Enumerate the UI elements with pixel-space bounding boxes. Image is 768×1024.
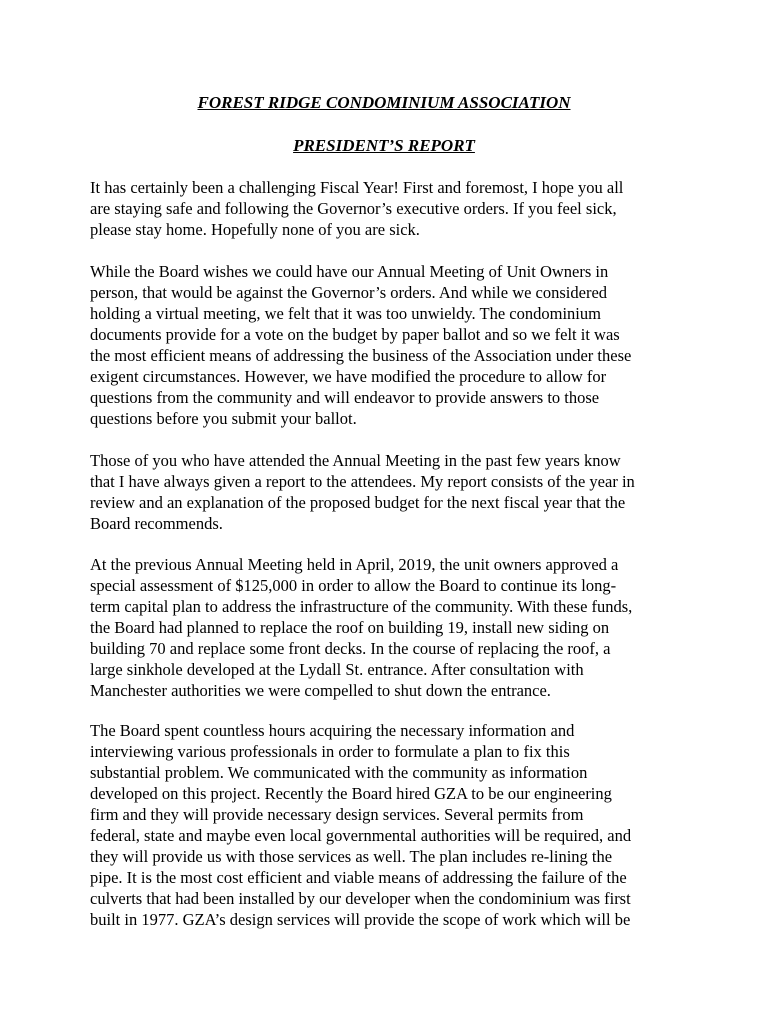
text-line: person, that would be against the Governor’s orders. And while we considered xyxy=(90,283,608,302)
text-line: holding a virtual meeting, we felt that it was too unwieldy. The condominium xyxy=(90,304,601,323)
paragraph-5 xyxy=(90,720,690,930)
text-line: they will provide us with those services as well. The plan includes re-lining the xyxy=(90,847,613,866)
text-line: large sinkhole developed at the Lydall St. entrance. After consultation with xyxy=(90,660,584,679)
paragraph-3 xyxy=(90,450,690,534)
text-line: Board recommends. xyxy=(90,514,223,533)
document-title: FOREST RIDGE CONDOMINIUM ASSOCIATION xyxy=(197,93,571,112)
text-line: are staying safe and following the Governor’s executive orders. If you feel sick, xyxy=(90,199,617,218)
text-line: While the Board wishes we could have our Annual Meeting of Unit Owners in xyxy=(90,262,609,281)
paragraph-1 xyxy=(90,177,690,240)
text-line: At the previous Annual Meeting held in April, 2019, the unit owners approved a xyxy=(90,555,619,574)
text-line: pipe. It is the most cost efficient and viable means of addressing the failure of the xyxy=(90,868,627,887)
text-line: built in 1977. GZA’s design services will provide the scope of work which will be xyxy=(90,910,631,929)
text-line: The Board spent countless hours acquiring the necessary information and xyxy=(90,721,575,740)
text-line: term capital plan to address the infrastructure of the community. With these funds, xyxy=(90,597,633,616)
text-line: questions before you submit your ballot. xyxy=(90,409,357,428)
document-subtitle: PRESIDENT’S REPORT xyxy=(293,136,475,155)
text-line: It has certainly been a challenging Fiscal Year! First and foremost, I hope you all xyxy=(90,178,624,197)
text-line: developed on this project. Recently the Board hired GZA to be our engineering xyxy=(90,784,612,803)
text-line: culverts that had been installed by our developer when the condominium was first xyxy=(90,889,631,908)
text-line: exigent circumstances. However, we have modified the procedure to allow for xyxy=(90,367,607,386)
text-line: the most efficient means of addressing the business of the Association under these xyxy=(90,346,632,365)
text-line: Those of you who have attended the Annual Meeting in the past few years know xyxy=(90,451,621,470)
text-line: the Board had planned to replace the roof on building 19, install new siding on xyxy=(90,618,610,637)
text-line: substantial problem. We communicated with the community as information xyxy=(90,763,588,782)
paragraph-2 xyxy=(90,261,690,429)
text-line: that I have always given a report to the attendees. My report consists of the year in xyxy=(90,472,635,491)
paragraph-4 xyxy=(90,554,690,701)
text-line: documents provide for a vote on the budget by paper ballot and so we felt it was xyxy=(90,325,620,344)
text-line: federal, state and maybe even local governmental authorities will be required, and xyxy=(90,826,632,845)
text-line: firm and they will provide necessary design services. Several permits from xyxy=(90,805,584,824)
text-line: please stay home. Hopefully none of you are sick. xyxy=(90,220,420,239)
text-line: interviewing various professionals in order to formulate a plan to fix this xyxy=(90,742,570,761)
text-line: special assessment of $125,000 in order to allow the Board to continue its long- xyxy=(90,576,617,595)
text-line: review and an explanation of the proposed budget for the next fiscal year that the xyxy=(90,493,626,512)
text-line: Manchester authorities we were compelled to shut down the entrance. xyxy=(90,681,551,700)
text-line: questions from the community and will endeavor to provide answers to those xyxy=(90,388,600,407)
text-line: building 70 and replace some front decks. In the course of replacing the roof, a xyxy=(90,639,611,658)
